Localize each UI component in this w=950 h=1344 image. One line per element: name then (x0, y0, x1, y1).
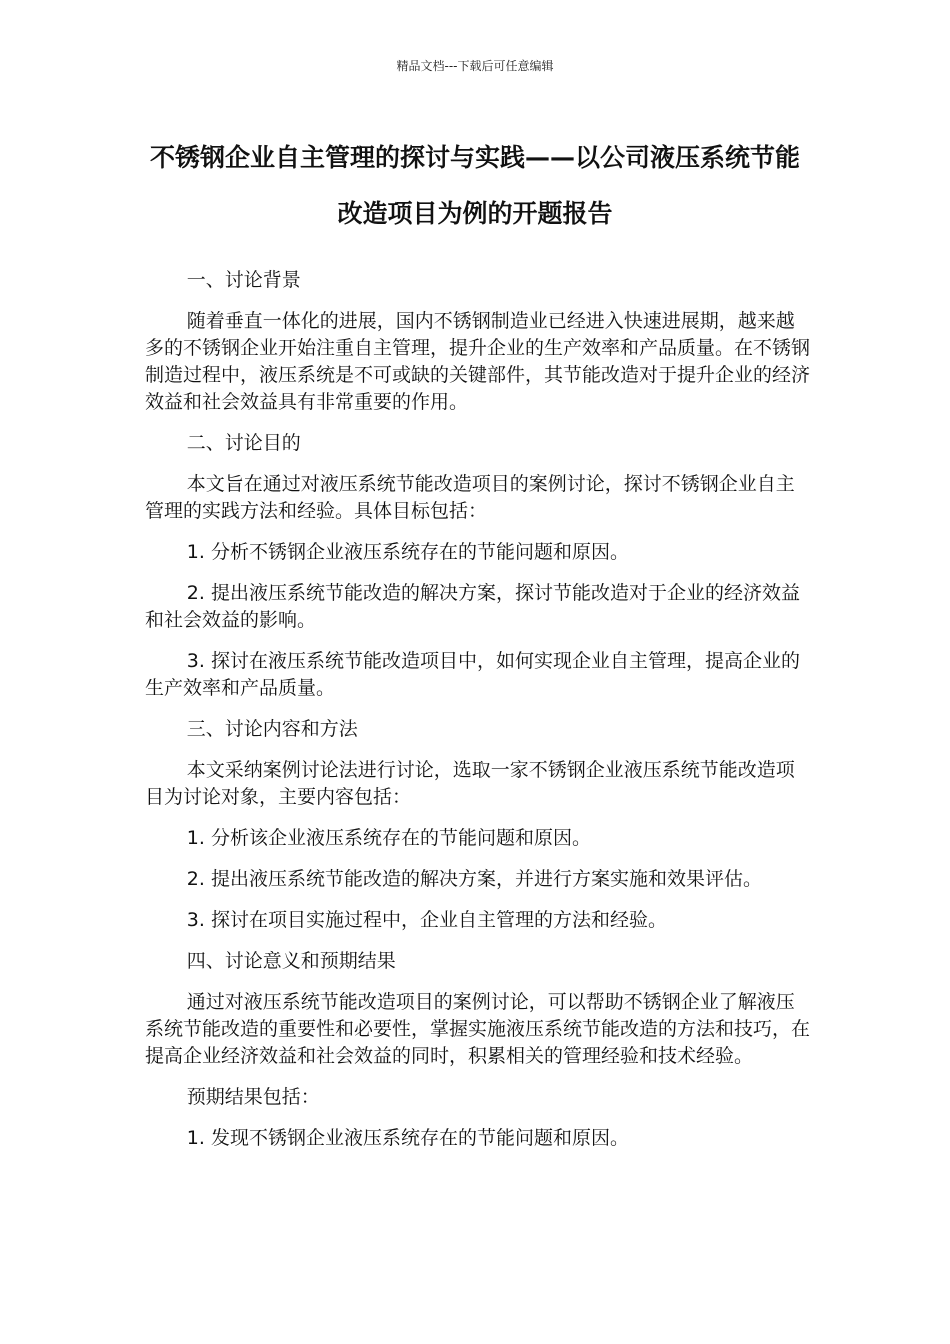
section-heading-purpose: 二、讨论目的 (186, 432, 301, 454)
paragraph-purpose: 本文旨在通过对液压系统节能改造项目的案例讨论，探讨不锈钢企业自主管理的实践方法和经验。具体目标包括： (145, 473, 795, 522)
paragraph-background: 随着垂直一体化的进展，国内不锈钢制造业已经进入快速进展期，越来越多的不锈钢企业开始注重自主管理，提升企业的生产效率和产品质量。在不锈钢制造过程中，液压系统是不可或缺的关键部件，其节能改造对于提升企业的经济效益和社会效益具有非常重要的作用。 (145, 310, 811, 413)
list-item-content-1: 1. 分析该企业液压系统存在的节能问题和原因。 (186, 827, 591, 849)
list-item-purpose-2: 2. 提出液压系统节能改造的解决方案，探讨节能改造对于企业的经济效益和社会效益的影响。 (145, 582, 800, 631)
section-heading-significance: 四、讨论意义和预期结果 (186, 950, 396, 972)
document-body (145, 267, 810, 1166)
header-note: 精品文档---下载后可任意编辑 (396, 59, 554, 73)
section-heading-content-method: 三、讨论内容和方法 (186, 718, 358, 740)
list-item-content-2: 2. 提出液压系统节能改造的解决方案，并进行方案实施和效果评估。 (186, 868, 762, 890)
section-heading-background: 一、讨论背景 (186, 269, 301, 291)
list-item-result-1: 1. 发现不锈钢企业液压系统存在的节能问题和原因。 (186, 1127, 629, 1149)
document-title: 不锈钢企业自主管理的探讨与实践——以公司液压系统节能改造项目为例的开题报告 (149, 143, 800, 228)
paragraph-expected-results: 预期结果包括： (186, 1086, 320, 1108)
list-item-purpose-3: 3. 探讨在液压系统节能改造项目中，如何实现企业自主管理，提高企业的生产效率和产品质量。 (145, 650, 800, 699)
list-item-purpose-1: 1. 分析不锈钢企业液压系统存在的节能问题和原因。 (186, 541, 629, 563)
paragraph-content-method: 本文采纳案例讨论法进行讨论，选取一家不锈钢企业液压系统节能改造项目为讨论对象，主要内容包括： (145, 759, 795, 808)
paragraph-significance: 通过对液压系统节能改造项目的案例讨论，可以帮助不锈钢企业了解液压系统节能改造的重要性和必要性，掌握实施液压系统节能改造的方法和技巧，在提高企业经济效益和社会效益的同时，积累相关的管理经验和技术经验。 (145, 991, 811, 1067)
list-item-content-3: 3. 探讨在项目实施过程中，企业自主管理的方法和经验。 (186, 909, 667, 931)
